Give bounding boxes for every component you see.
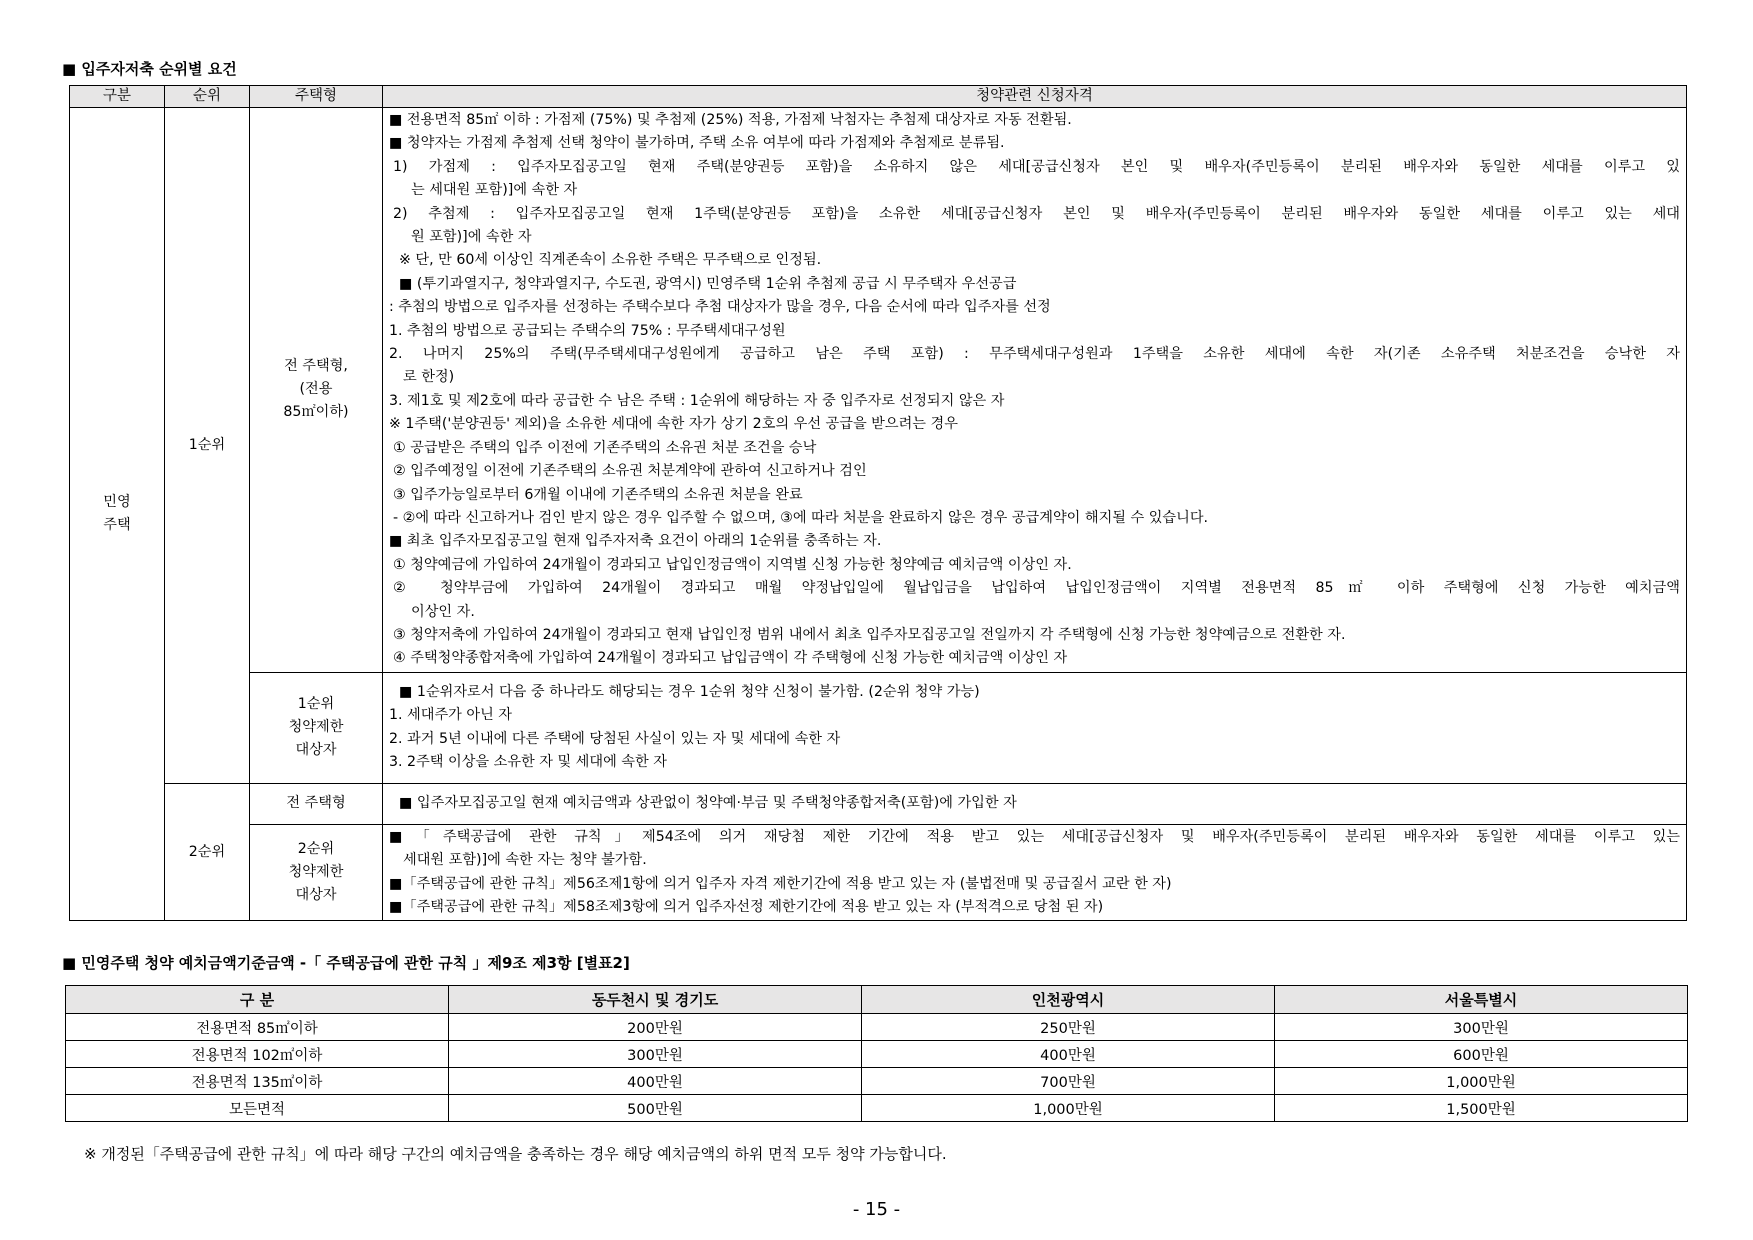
table-header-row xyxy=(66,986,1688,1014)
eligibility-line: 2. 과거 5년 이내에 다른 주택에 당첨된 사실이 있는 자 및 세대에 속한 자 xyxy=(389,730,841,747)
table-cell: 1,500만원 xyxy=(1275,1095,1688,1122)
table-cell: 1,000만원 xyxy=(862,1095,1275,1122)
savings-requirements-table xyxy=(69,85,1687,921)
header-rank: 순위 xyxy=(165,86,250,108)
rank1-label: 1순위 xyxy=(188,436,226,453)
category-label: 민영 주택 xyxy=(103,494,131,534)
eligibility-line: ① 공급받은 주택의 입주 이전에 기존주택의 소유권 처분 조건을 승낙 xyxy=(393,439,817,456)
eligibility-line: 1) 가점제 : 입주자모집공고일 현재 주택(분양권등 포함)을 소유하지 않은 세대[공급신청자 본인 및 배우자(주민등록이 분리된 배우자와 동일한 세대를 이루고 있 xyxy=(393,158,1680,175)
header-seoul: 서울특별시 xyxy=(1275,986,1688,1014)
section-title-deposit-amounts: ■ 민영주택 청약 예치금액기준금액 -「 주택공급에 관한 규칙 」제9조 제3항 [별표2] xyxy=(62,954,630,972)
eligibility-line: ④ 주택청약종합저축에 가입하여 24개월이 경과되고 납입금액이 각 주택형에 신청 가능한 예치금액 이상인 자 xyxy=(393,650,1068,667)
eligibility-line: : 추첨의 방법으로 입주자를 선정하는 주택수보다 추첨 대상자가 많을 경우, 다음 순서에 따라 입주자를 선정 xyxy=(389,299,1051,316)
rank2-restricted-label: 2순위 청약제한 대상자 xyxy=(288,841,344,904)
eligibility-line: 세대원 포함)]에 속한 자는 청약 불가함. xyxy=(403,852,647,869)
header-gyeonggi: 동두천시 및 경기도 xyxy=(449,986,862,1014)
rank1-restricted-label: 1순위 청약제한 대상자 xyxy=(288,696,344,759)
table-cell: 전용면적 85㎡이하 xyxy=(66,1014,449,1041)
header-category: 구분 xyxy=(70,86,165,108)
page-number: - 15 - xyxy=(852,1199,901,1220)
eligibility-line: ■「주택공급에 관한 규칙」제56조제1항에 의거 입주자 자격 제한기간에 적용 받고 있는 자 (불법전매 및 공급질서 교란 한 자) xyxy=(389,875,1172,892)
category-cell xyxy=(70,108,165,921)
rank1-restricted-cell xyxy=(250,672,383,783)
eligibility-line: 로 한정) xyxy=(403,369,455,386)
header-area: 구 분 xyxy=(66,986,449,1014)
eligibility-line: ② 청약부금에 가입하여 24개월이 경과되고 매월 약정납입일에 월납입금을 납입하여 납입인정금액이 지역별 전용면적 85㎡ 이하 주택형에 신청 가능한 예치금액 xyxy=(393,580,1680,597)
eligibility-line: 이상인 자. xyxy=(411,603,475,620)
rank2-cell xyxy=(165,783,250,921)
table-cell: 전용면적 102㎡이하 xyxy=(66,1041,449,1068)
eligibility-line: 원 포함)]에 속한 자 xyxy=(411,229,532,246)
eligibility-line: 1. 세대주가 아닌 자 xyxy=(389,707,513,724)
rank2-house-type-cell xyxy=(250,783,383,824)
eligibility-line: ③ 청약저축에 가입하여 24개월이 경과되고 현재 납입인정 범위 내에서 최초 입주자모집공고일 전일까지 각 주택형에 신청 가능한 청약예금으로 전환한 자. xyxy=(393,626,1346,643)
rank2-restricted-eligibility-cell xyxy=(383,824,1687,921)
table-header-row xyxy=(70,86,1687,108)
eligibility-line: ■「주택공급에 관한 규칙」제54조에 의거 재당첨 제한 기간에 적용 받고 있는 세대[공급신청자 및 배우자(주민등록이 분리된 배우자와 동일한 세대를 이루고 있는 xyxy=(389,828,1680,845)
eligibility-line: ■ 전용면적 85㎡ 이하 : 가점제 (75%) 및 추첨제 (25%) 적용, 가점제 낙첨자는 추첨제 대상자로 자동 전환됨. xyxy=(389,112,1072,128)
header-house-type: 주택형 xyxy=(250,86,383,108)
eligibility-line: ■ 1순위자로서 다음 중 하나라도 해당되는 경우 1순위 청약 신청이 불가함. (2순위 청약 가능) xyxy=(399,683,980,700)
table-cell: 600만원 xyxy=(1275,1041,1688,1068)
eligibility-line: ※ 단, 만 60세 이상인 직계존속이 소유한 주택은 무주택으로 인정됨. xyxy=(399,252,822,269)
eligibility-line: ① 청약예금에 가입하여 24개월이 경과되고 납입인정금액이 지역별 신청 가능한 청약예금 예치금액 이상인 자. xyxy=(393,556,1072,573)
eligibility-line: ■ 청약자는 가점제 추첨제 선택 청약이 불가하며, 주택 소유 여부에 따라 가점제와 추첨제로 분류됨. xyxy=(389,135,1005,152)
rank2-house-type: 전 주택형 xyxy=(286,795,346,812)
table-cell: 700만원 xyxy=(862,1068,1275,1095)
table-row xyxy=(66,1041,1688,1068)
eligibility-line: ③ 입주가능일로부터 6개월 이내에 기존주택의 소유권 처분을 완료 xyxy=(393,486,803,503)
table-row xyxy=(66,1014,1688,1041)
table-cell: 300만원 xyxy=(449,1041,862,1068)
table-row xyxy=(70,672,1687,783)
table-row xyxy=(66,1068,1688,1095)
eligibility-line: ■ (투기과열지구, 청약과열지구, 수도권, 광역시) 민영주택 1순위 추첨제 공급 시 무주택자 우선공급 xyxy=(399,275,1017,292)
table-cell: 400만원 xyxy=(449,1068,862,1095)
table-cell: 300만원 xyxy=(1275,1014,1688,1041)
table-cell: 250만원 xyxy=(862,1014,1275,1041)
eligibility-line: 1. 추첨의 방법으로 공급되는 주택수의 75% : 무주택세대구성원 xyxy=(389,322,786,339)
eligibility-line: 3. 2주택 이상을 소유한 자 및 세대에 속한 자 xyxy=(389,754,667,771)
rank1-eligibility-cell xyxy=(383,108,1687,673)
eligibility-line: 2. 나머지 25%의 주택(무주택세대구성원에게 공급하고 남은 주택 포함) : 무주택세대구성원과 1주택을 소유한 세대에 속한 자(기존 소유주택 처분조건을 승낙한 자 xyxy=(389,346,1680,363)
rank1-restricted-eligibility-cell xyxy=(383,672,1687,783)
rank2-eligibility-cell xyxy=(383,783,1687,824)
rank1-cell xyxy=(165,108,250,784)
table-row xyxy=(70,108,1687,673)
footnote: ※ 개정된「주택공급에 관한 규칙」에 따라 해당 구간의 예치금액을 충족하는 경우 해당 예치금액의 하위 면적 모두 청약 가능합니다. xyxy=(84,1145,947,1163)
table-row xyxy=(66,1095,1688,1122)
table-cell: 200만원 xyxy=(449,1014,862,1041)
deposit-amount-table xyxy=(65,985,1688,1122)
section-title-savings-requirements: ■ 입주자저축 순위별 요건 xyxy=(62,60,237,78)
eligibility-line: ※ 1주택('분양권등' 제외)을 소유한 세대에 속한 자가 상기 2호의 우선 공급을 받으려는 경우 xyxy=(389,416,958,433)
eligibility-line: ② 입주예정일 이전에 기존주택의 소유권 처분계약에 관하여 신고하거나 검인 xyxy=(393,463,867,480)
rank1-house-type: 전 주택형, (전용 85㎡이하) xyxy=(283,358,349,421)
eligibility-line: ■ 최초 입주자모집공고일 현재 입주자저축 요건이 아래의 1순위를 충족하는 자. xyxy=(389,533,882,550)
eligibility-line: ■ 입주자모집공고일 현재 예치금액과 상관없이 청약예·부금 및 주택청약종합저축(포함)에 가입한 자 xyxy=(399,795,1017,812)
header-eligibility: 청약관련 신청자격 xyxy=(383,86,1687,108)
rank1-house-type-cell xyxy=(250,108,383,673)
table-cell: 1,000만원 xyxy=(1275,1068,1688,1095)
table-cell: 모든면적 xyxy=(66,1095,449,1122)
eligibility-line: ■「주택공급에 관한 규칙」제58조제3항에 의거 입주자선정 제한기간에 적용 받고 있는 자 (부적격으로 당첨 된 자) xyxy=(389,898,1104,915)
eligibility-line: 는 세대원 포함)]에 속한 자 xyxy=(411,182,578,199)
rank2-restricted-cell xyxy=(250,824,383,921)
eligibility-line: 2) 추첨제 : 입주자모집공고일 현재 1주택(분양권등 포함)을 소유한 세대[공급신청자 본인 및 배우자(주민등록이 분리된 배우자와 동일한 세대를 이루고 있는 세대 xyxy=(393,205,1680,222)
table-cell: 400만원 xyxy=(862,1041,1275,1068)
table-row xyxy=(70,783,1687,824)
table-cell: 전용면적 135㎡이하 xyxy=(66,1068,449,1095)
eligibility-line: - ②에 따라 신고하거나 검인 받지 않은 경우 입주할 수 없으며, ③에 따라 처분을 완료하지 않은 경우 공급계약이 해지될 수 있습니다. xyxy=(393,509,1209,526)
table-cell: 500만원 xyxy=(449,1095,862,1122)
table-row xyxy=(70,824,1687,921)
rank2-label: 2순위 xyxy=(188,843,226,860)
header-incheon: 인천광역시 xyxy=(862,986,1275,1014)
eligibility-line: 3. 제1호 및 제2호에 따라 공급한 수 남은 주택 : 1순위에 해당하는 자 중 입주자로 선정되지 않은 자 xyxy=(389,392,1005,409)
